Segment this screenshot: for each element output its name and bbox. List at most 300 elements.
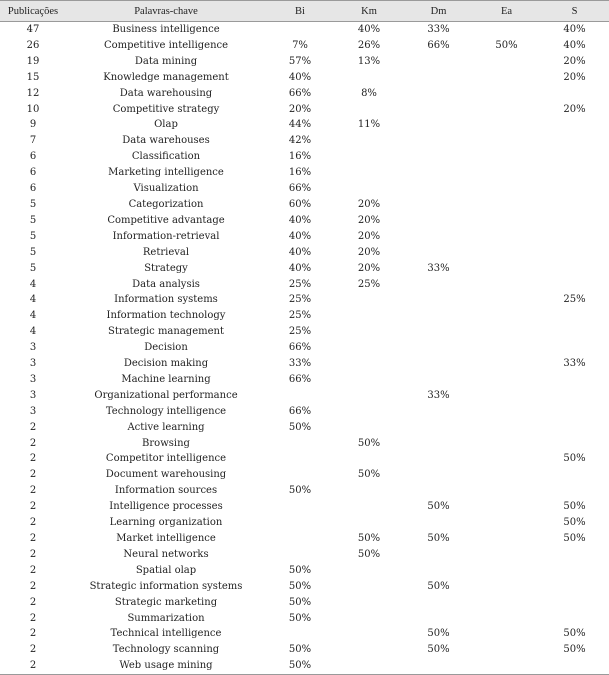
bi-cell: 25% (288, 294, 312, 306)
dm-cell (404, 277, 473, 293)
publicacoes-cell: 3 (29, 342, 37, 354)
s-cell: 50% (563, 517, 586, 529)
ea-cell (473, 547, 540, 563)
keyword-cell: Categorization (128, 198, 204, 210)
dm-cell (404, 102, 473, 118)
dm-cell (404, 197, 473, 213)
bi-cell: 33% (288, 358, 312, 370)
table-row (0, 324, 609, 340)
bi-cell: 66% (288, 183, 312, 195)
bi-cell (266, 515, 334, 531)
dm-cell (404, 86, 473, 102)
dm-cell (404, 547, 473, 563)
km-cell (334, 579, 404, 595)
s-cell (540, 197, 609, 213)
publicacoes-cell: 3 (29, 405, 37, 417)
s-cell (540, 436, 609, 452)
table-row (0, 149, 609, 165)
km-cell: 40% (357, 24, 381, 35)
km-cell (334, 595, 404, 611)
bi-cell: 50% (288, 580, 312, 592)
table-row (0, 515, 609, 531)
km-cell (334, 451, 404, 467)
s-cell: 50% (563, 533, 586, 544)
dm-cell (404, 340, 473, 356)
table-row (0, 626, 609, 642)
table-row (0, 658, 609, 674)
publicacoes-cell: 2 (29, 644, 37, 656)
table-row (0, 38, 609, 54)
keyword-cell: Information sources (114, 485, 218, 497)
bi-cell: 44% (288, 119, 312, 131)
publicacoes-cell: 2 (29, 469, 37, 481)
ea-cell (473, 356, 540, 372)
km-cell: 50% (357, 548, 381, 560)
s-cell (540, 420, 609, 436)
s-cell (540, 86, 609, 102)
publicacoes-cell: 5 (29, 230, 37, 242)
bi-cell: 25% (288, 278, 312, 290)
km-cell (334, 356, 404, 372)
s-cell (540, 404, 609, 420)
dm-cell (404, 308, 473, 324)
dm-cell (404, 229, 473, 245)
bi-cell (266, 547, 334, 563)
table-row (0, 54, 609, 70)
publicacoes-cell: 3 (29, 358, 37, 370)
table-row (0, 356, 609, 372)
s-cell: 50% (563, 501, 586, 513)
table-row (0, 499, 609, 515)
keyword-cell: Data analysis (132, 278, 200, 290)
ea-cell (473, 277, 540, 293)
keyword-cell: Competitor intelligence (105, 453, 227, 465)
table-row (0, 197, 609, 213)
keyword-cell: Summarization (127, 612, 205, 624)
bi-cell: 20% (288, 103, 312, 115)
keyword-cell: Spatial olap (135, 564, 197, 576)
keyword-cell: Organizational performance (94, 389, 238, 401)
km-cell: 26% (357, 39, 381, 51)
km-cell (334, 308, 404, 324)
km-cell (334, 388, 404, 404)
km-cell (334, 324, 404, 340)
bi-cell (266, 451, 334, 467)
publicacoes-cell: 2 (29, 421, 37, 433)
keyword-cell: Document warehousing (105, 469, 227, 481)
s-cell: 33% (563, 358, 586, 370)
s-cell (540, 483, 609, 499)
km-cell: 25% (357, 278, 381, 290)
s-cell (540, 149, 609, 165)
table-header-row (0, 1, 609, 22)
bi-cell: 57% (288, 55, 312, 67)
bi-cell: 40% (288, 230, 312, 242)
keyword-cell: Neural networks (123, 548, 209, 560)
s-cell (540, 245, 609, 261)
dm-cell (404, 563, 473, 579)
bi-cell (266, 388, 334, 404)
s-cell (540, 324, 609, 340)
bi-cell: 66% (288, 87, 312, 99)
ea-cell (473, 611, 540, 627)
dm-cell (404, 404, 473, 420)
dm-cell (404, 54, 473, 70)
ea-cell (473, 499, 540, 515)
ea-cell (473, 102, 540, 118)
header-publicacoes: Publicações (0, 1, 66, 22)
bi-cell: 60% (288, 198, 312, 210)
dm-cell (404, 467, 473, 483)
s-cell (540, 372, 609, 388)
publicacoes-cell: 4 (29, 294, 37, 306)
keyword-cell: Intelligence processes (109, 501, 223, 513)
table-row (0, 245, 609, 261)
table-row (0, 372, 609, 388)
table-row (0, 181, 609, 197)
keyword-cell: Strategic information systems (89, 580, 243, 592)
km-cell (334, 611, 404, 627)
km-cell (334, 340, 404, 356)
table-row (0, 579, 609, 595)
km-cell: 11% (357, 119, 381, 131)
table-row (0, 70, 609, 86)
keyword-cell: Data warehousing (119, 87, 213, 99)
km-cell (334, 181, 404, 197)
dm-cell (404, 133, 473, 149)
publicacoes-cell: 3 (29, 373, 37, 385)
ea-cell (473, 388, 540, 404)
publicacoes-cell: 6 (29, 183, 37, 195)
table-row (0, 22, 609, 38)
keyword-cell: Data mining (134, 55, 198, 67)
km-cell (334, 149, 404, 165)
s-cell: 25% (563, 294, 586, 306)
keyword-cell: Classification (131, 151, 201, 163)
dm-cell (404, 420, 473, 436)
s-cell: 50% (563, 628, 586, 640)
table-row (0, 340, 609, 356)
keyword-cell: Information technology (106, 310, 226, 322)
keyword-cell: Market intelligence (116, 533, 216, 544)
header-palavras-chave: Palavras-chave (66, 1, 266, 22)
header-bi: Bi (266, 1, 334, 22)
s-cell: 40% (563, 24, 586, 35)
ea-cell (473, 149, 540, 165)
dm-cell: 33% (427, 389, 450, 401)
dm-cell (404, 165, 473, 181)
publicacoes-cell: 5 (29, 214, 37, 226)
keyword-cell: Machine learning (121, 373, 211, 385)
ea-cell (473, 579, 540, 595)
dm-cell (404, 181, 473, 197)
publicacoes-cell: 2 (29, 501, 37, 513)
table-row (0, 117, 609, 133)
keyword-cell: Active learning (127, 421, 205, 433)
dm-cell (404, 70, 473, 86)
km-cell (334, 133, 404, 149)
bi-cell: 25% (288, 326, 312, 338)
publicacoes-cell: 2 (29, 548, 37, 560)
table-row (0, 436, 609, 452)
table-row (0, 483, 609, 499)
s-cell: 40% (563, 39, 586, 51)
km-cell (334, 515, 404, 531)
s-cell: 20% (563, 71, 586, 83)
publicacoes-cell: 4 (29, 278, 37, 290)
table-row (0, 531, 609, 547)
publicacoes-cell: 5 (29, 262, 37, 274)
ea-cell (473, 626, 540, 642)
publicacoes-cell: 2 (29, 564, 37, 576)
dm-cell (404, 213, 473, 229)
table-row (0, 102, 609, 118)
publicacoes-cell: 19 (26, 55, 40, 67)
bi-cell: 16% (288, 151, 312, 163)
s-cell (540, 181, 609, 197)
ea-cell (473, 642, 540, 658)
ea-cell (473, 117, 540, 133)
ea-cell (473, 563, 540, 579)
km-cell (334, 420, 404, 436)
s-cell (540, 595, 609, 611)
km-cell (334, 165, 404, 181)
keyword-cell: Technology scanning (112, 644, 220, 656)
table-row (0, 547, 609, 563)
dm-cell (404, 483, 473, 499)
dm-cell: 33% (427, 262, 450, 274)
km-cell: 13% (357, 55, 381, 67)
dm-cell (404, 451, 473, 467)
ea-cell (473, 86, 540, 102)
s-cell (540, 658, 609, 674)
keyword-cell: Olap (154, 119, 178, 131)
publicacoes-cell: 2 (29, 485, 37, 497)
s-cell (540, 213, 609, 229)
ea-cell (473, 595, 540, 611)
table-row (0, 388, 609, 404)
publicacoes-cell: 7 (29, 135, 37, 147)
ea-cell (473, 451, 540, 467)
ea-cell (473, 515, 540, 531)
keyword-cell: Information-retrieval (112, 230, 220, 242)
km-cell (334, 642, 404, 658)
keyword-cell: Decision (144, 342, 188, 354)
publicacoes-cell: 2 (29, 453, 37, 465)
table-row (0, 420, 609, 436)
keyword-cell: Marketing intelligence (108, 167, 224, 179)
header-ea: Ea (473, 1, 540, 22)
publicacoes-cell: 6 (29, 167, 37, 179)
ea-cell (473, 229, 540, 245)
ea-cell (473, 70, 540, 86)
bi-cell: 16% (288, 167, 312, 179)
publicacoes-cell: 6 (29, 151, 37, 163)
ea-cell (473, 181, 540, 197)
table-row (0, 229, 609, 245)
ea-cell (473, 292, 540, 308)
keyword-cell: Information systems (114, 294, 218, 306)
publicacoes-cell: 2 (29, 612, 37, 624)
km-cell (334, 292, 404, 308)
km-cell (334, 102, 404, 118)
table-row (0, 595, 609, 611)
keyword-cell: Retrieval (142, 246, 190, 258)
table-row (0, 611, 609, 627)
dm-cell: 50% (427, 580, 450, 592)
publicacoes-cell: 47 (26, 24, 40, 35)
ea-cell (473, 658, 540, 674)
publicacoes-cell: 4 (29, 326, 37, 338)
bi-cell: 50% (288, 644, 312, 656)
bi-cell: 40% (288, 262, 312, 274)
s-cell (540, 229, 609, 245)
table-row (0, 451, 609, 467)
s-cell: 50% (563, 453, 586, 465)
dm-cell (404, 292, 473, 308)
publicacoes-cell: 2 (29, 580, 37, 592)
bi-cell (266, 531, 334, 547)
publicacoes-cell: 2 (0, 658, 66, 674)
table-body (0, 22, 609, 675)
ea-cell (473, 420, 540, 436)
publicacoes-cell: 2 (29, 533, 37, 544)
bi-cell: 50% (288, 612, 312, 624)
s-cell (540, 388, 609, 404)
ea-cell (473, 483, 540, 499)
ea-cell (473, 197, 540, 213)
dm-cell (404, 324, 473, 340)
header-dm: Dm (404, 1, 473, 22)
s-cell (540, 467, 609, 483)
km-cell: 20% (357, 214, 381, 226)
km-cell (334, 563, 404, 579)
keyword-cell: Strategic marketing (114, 596, 218, 608)
s-cell (540, 611, 609, 627)
bi-cell: 25% (288, 310, 312, 322)
header-s: S (540, 1, 609, 22)
publicacoes-cell: 2 (29, 517, 37, 529)
dm-cell: 50% (427, 628, 450, 640)
km-cell: 50% (357, 469, 381, 481)
dm-cell: 33% (427, 24, 450, 35)
s-cell (540, 165, 609, 181)
dm-cell (404, 436, 473, 452)
bi-cell: 40% (288, 214, 312, 226)
table-row (0, 86, 609, 102)
publicacoes-cell: 3 (29, 389, 37, 401)
keyword-cell: Browsing (142, 437, 190, 449)
table-row (0, 277, 609, 293)
publicacoes-cell: 10 (26, 103, 40, 115)
ea-cell (473, 436, 540, 452)
keyword-cell: Competitive advantage (107, 214, 225, 226)
dm-cell (404, 515, 473, 531)
keyword-cell: Knowledge management (103, 71, 229, 83)
bi-cell (266, 467, 334, 483)
km-cell: 8% (361, 87, 377, 99)
table-row (0, 261, 609, 277)
ea-cell (473, 245, 540, 261)
km-cell: 50% (357, 437, 381, 449)
ea-cell: 50% (495, 39, 518, 51)
dm-cell (404, 117, 473, 133)
dm-cell: 50% (427, 533, 450, 544)
km-cell (334, 483, 404, 499)
publicacoes-cell: 2 (29, 437, 37, 449)
km-cell (334, 372, 404, 388)
table-row (0, 165, 609, 181)
ea-cell (473, 133, 540, 149)
km-cell: 20% (357, 230, 381, 242)
publicacoes-cell: 4 (29, 310, 37, 322)
keyword-cell: Data warehouses (122, 135, 210, 147)
ea-cell (473, 404, 540, 420)
bi-cell: 42% (288, 135, 312, 147)
ea-cell (473, 22, 540, 38)
s-cell (540, 261, 609, 277)
s-cell: 20% (563, 55, 586, 67)
dm-cell (404, 356, 473, 372)
header-km: Km (334, 1, 404, 22)
table-row (0, 467, 609, 483)
dm-cell (404, 245, 473, 261)
bi-cell (266, 499, 334, 515)
s-cell (540, 563, 609, 579)
bi-cell: 50% (288, 564, 312, 576)
s-cell (540, 133, 609, 149)
ea-cell (473, 261, 540, 277)
km-cell: 20% (357, 198, 381, 210)
keyword-cell: Business intelligence (112, 24, 220, 35)
dm-cell (404, 595, 473, 611)
bi-cell (266, 22, 334, 38)
dm-cell (404, 658, 473, 674)
km-cell (334, 626, 404, 642)
ea-cell (473, 340, 540, 356)
bi-cell (266, 436, 334, 452)
publicacoes-cell: 2 (29, 628, 37, 640)
bi-cell: 50% (288, 485, 312, 497)
table-row (0, 642, 609, 658)
s-cell (540, 117, 609, 133)
dm-cell (404, 611, 473, 627)
table-row (0, 213, 609, 229)
keyword-cell: Competitive strategy (112, 103, 220, 115)
dm-cell: 66% (427, 39, 450, 51)
bi-cell: 40% (288, 246, 312, 258)
publicacoes-cell: 9 (29, 119, 37, 131)
km-cell: 20% (357, 262, 381, 274)
bi-cell: 50% (288, 421, 312, 433)
s-cell (540, 340, 609, 356)
table-row (0, 308, 609, 324)
km-cell (334, 658, 404, 674)
keyword-cell: Technology intelligence (105, 405, 227, 417)
publicacoes-cell: 26 (26, 39, 40, 51)
bi-cell: 66% (288, 405, 312, 417)
ea-cell (473, 213, 540, 229)
dm-cell (404, 149, 473, 165)
table-row (0, 404, 609, 420)
table-row (0, 292, 609, 308)
s-cell: 50% (563, 644, 586, 656)
keyword-cell: Strategic management (108, 326, 224, 338)
bi-cell: 50% (288, 596, 312, 608)
s-cell (540, 308, 609, 324)
ea-cell (473, 54, 540, 70)
ea-cell (473, 324, 540, 340)
